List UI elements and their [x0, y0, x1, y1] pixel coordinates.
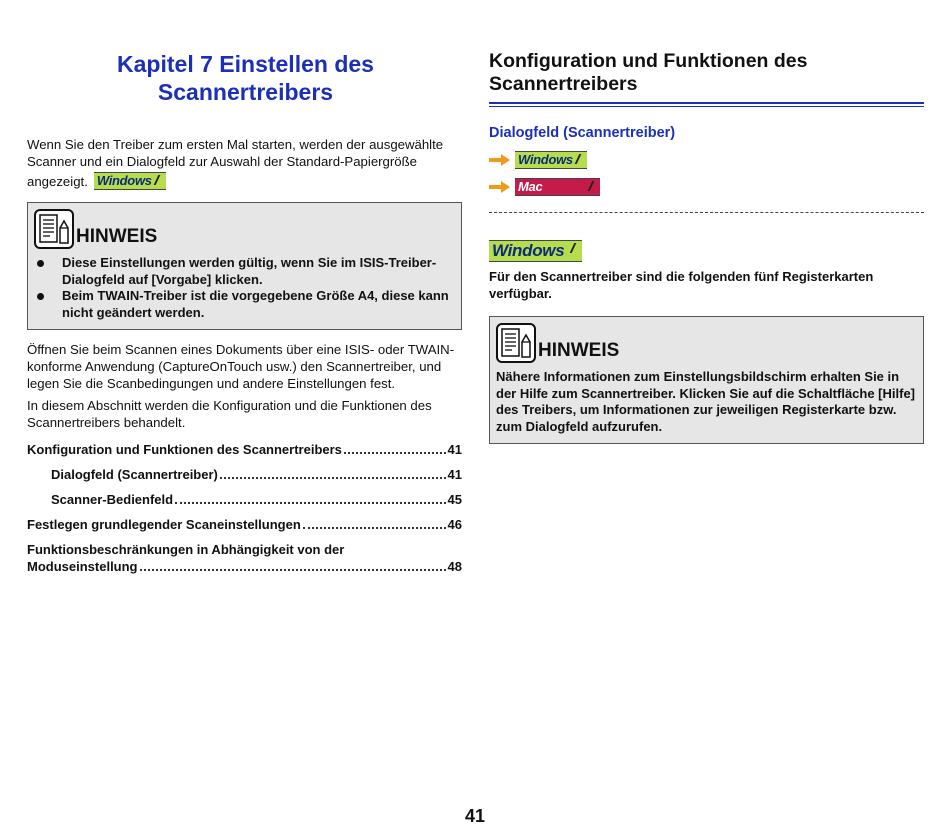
toc-entry-label[interactable]: Funktionsbeschränkungen in Abhängigkeit von der	[27, 542, 345, 557]
intro-line1: Wenn Sie den Treiber zum ersten Mal starten, werden der ausgewählte	[27, 137, 444, 152]
toc-entry-label[interactable]: Konfiguration und Funktionen des Scannertreibers	[27, 442, 342, 457]
toc-leader	[175, 502, 445, 504]
toc-entry-page[interactable]: 46	[447, 517, 462, 532]
note-pencil-icon	[34, 209, 74, 249]
mac-badge[interactable]: Mac	[515, 178, 600, 196]
body-paragraph: Für den Scannertreiber sind die folgenden fünf Registerkarten verfügbar.	[489, 269, 874, 301]
intro-line2: Scanner und ein Dialogfeld zur Auswahl der Standard-Papiergröße	[27, 154, 417, 169]
note-item: Beim TWAIN-Treiber ist die vorgegebene Größe A4, diese kann nicht geändert werden.	[34, 288, 455, 321]
section-title-line1: Konfiguration und Funktionen des	[489, 50, 808, 72]
note-header	[496, 323, 917, 363]
toc-entry[interactable]	[27, 491, 462, 508]
toc-entry[interactable]	[27, 541, 462, 575]
note-header	[34, 209, 455, 249]
intro-line3: angezeigt.	[27, 173, 88, 189]
mac-link[interactable]	[489, 178, 924, 196]
toc-entry-label[interactable]: Festlegen grundlegender Scaneinstellungen	[27, 517, 301, 532]
toc-leader	[303, 527, 446, 529]
toc-leader	[344, 452, 446, 454]
os-section	[489, 240, 924, 262]
windows-badge: Windows	[94, 172, 166, 190]
toc-entry-label[interactable]: Dialogfeld (Scannertreiber)	[51, 467, 218, 482]
chapter-title-line1: Kapitel 7 Einstellen des	[117, 51, 374, 77]
windows-badge[interactable]: Windows	[515, 151, 587, 169]
body-paragraph: In diesem Abschnitt werden die Konfiguration und die Funktionen des Scannertreibers behandelt.	[27, 398, 432, 430]
toc-entry-page[interactable]: 45	[447, 492, 462, 507]
note-list	[34, 255, 455, 321]
toc-entry[interactable]	[27, 516, 462, 533]
note-text: Nähere Informationen zum Einstellungsbildschirm erhalten Sie in der Hilfe zum Scannertreiber. Klicken Sie auf die Schaltfläche [Hilfe] des Treibers, um Informationen zur jeweiligen Registerkarte bzw. zum Dialogfeld aufzurufen.	[496, 369, 916, 434]
note-title: HINWEIS	[538, 340, 620, 361]
chapter-title	[27, 50, 462, 106]
table-of-contents	[27, 441, 462, 575]
page-number: 41	[464, 806, 486, 826]
windows-badge: Windows	[489, 240, 582, 262]
note-item: Diese Einstellungen werden gültig, wenn Sie im ISIS-Treiber-Dialogfeld auf [Vorgabe] klicken.	[34, 255, 455, 288]
toc-entry[interactable]	[27, 466, 462, 483]
toc-leader	[220, 477, 446, 479]
toc-entry-tail[interactable]	[27, 558, 462, 575]
toc-entry[interactable]	[27, 441, 462, 458]
intro-last-line	[27, 172, 462, 190]
windows-link[interactable]	[489, 151, 924, 169]
body-paragraph: Öffnen Sie beim Scannen eines Dokuments über eine ISIS- oder TWAIN-konforme Anwendung (CaptureOnTouch usw.) den Scannertreiber, und legen Sie die Scanbedingungen und andere Einstellungen fest.	[27, 342, 455, 391]
section-title	[489, 50, 924, 96]
section-title-line2: Scannertreibers	[489, 73, 638, 95]
toc-entry-page[interactable]: 41	[447, 467, 462, 482]
toc-leader	[140, 569, 446, 571]
sub-title: Dialogfeld (Scannertreiber)	[489, 125, 676, 141]
title-rule	[489, 102, 924, 107]
note-box-left	[27, 202, 462, 330]
note-title: HINWEIS	[76, 226, 158, 247]
arrow-right-icon	[489, 181, 511, 193]
note-pencil-icon	[496, 323, 536, 363]
toc-entry-label[interactable]: Scanner-Bedienfeld	[51, 492, 174, 507]
intro-text	[27, 136, 462, 170]
toc-entry-page[interactable]: 48	[447, 559, 462, 574]
left-column	[27, 50, 462, 575]
arrow-right-icon	[489, 154, 511, 166]
dashed-divider	[489, 212, 924, 213]
toc-entry-label[interactable]: Moduseinstellung	[27, 559, 138, 574]
note-box-right	[489, 316, 924, 444]
right-column	[489, 50, 924, 444]
chapter-title-line2: Scannertreibers	[157, 79, 334, 105]
toc-entry-page[interactable]: 41	[447, 442, 462, 457]
